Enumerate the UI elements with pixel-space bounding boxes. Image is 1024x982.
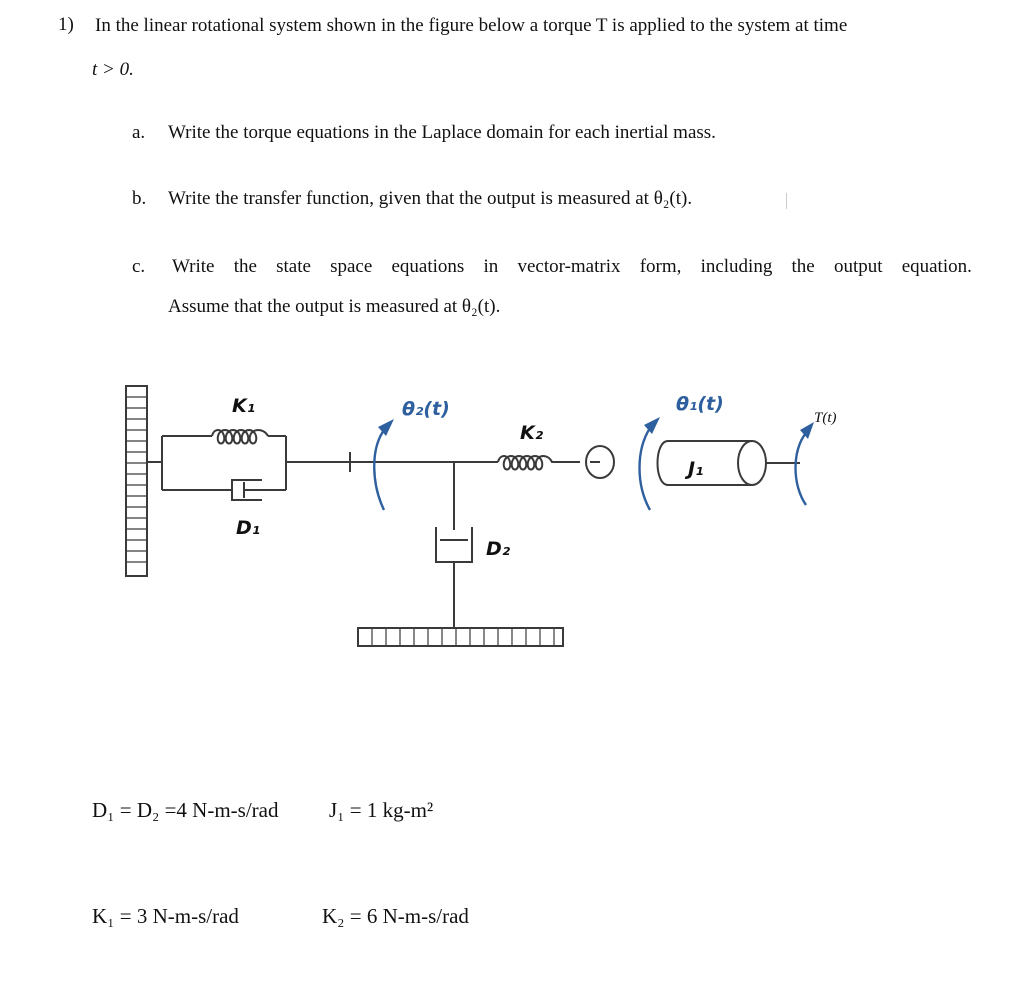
theta1-arrow-icon	[640, 428, 651, 510]
torque-arrow-icon	[796, 433, 807, 505]
question-stem-line1: In the linear rotational system shown in the figure below a torque T is applied to the system at time	[95, 15, 848, 36]
theta2-arrow-icon	[374, 430, 384, 510]
item-c-word: equations	[391, 256, 465, 277]
item-a-label: a.	[132, 122, 146, 143]
k2-label: K₂	[520, 422, 544, 444]
item-c-word: state	[276, 256, 311, 277]
item-a-text: Write the torque equations in the Laplace domain for each inertial mass.	[168, 122, 716, 143]
item-c-word: equation.	[901, 256, 972, 277]
theta1-label: θ₁(t)	[676, 393, 724, 415]
j1-label: J₁	[688, 458, 704, 480]
d1-label: D₁	[236, 517, 261, 539]
d2-damper	[436, 527, 472, 562]
k2-spring	[498, 456, 580, 470]
item-c-word: the	[791, 256, 815, 277]
item-c-word: including	[700, 256, 773, 277]
d2-label: D₂	[486, 538, 511, 560]
item-c-word: the	[233, 256, 257, 277]
k1-label: K₁	[232, 395, 256, 417]
torque-label: T(t)	[814, 410, 837, 426]
left-wall-hatching	[126, 397, 147, 562]
theta2-label: θ₂(t)	[402, 398, 450, 420]
param-k1: K₁ = 3 N-m-s/rad	[92, 904, 239, 928]
question-number: 1)	[58, 14, 74, 35]
item-c-word: space	[330, 256, 373, 277]
bottom-ground-hatching	[372, 628, 554, 646]
k1-spring	[212, 430, 268, 444]
param-inertia: J₁ = 1 kg-m²	[329, 798, 434, 822]
bottom-ground	[358, 628, 563, 646]
param-damping: D₁ = D₂ =4 N-m-s/rad	[92, 798, 279, 822]
item-b-label: b.	[132, 188, 147, 209]
item-c-word: vector-matrix	[517, 256, 621, 277]
item-c-word: output	[833, 256, 883, 277]
question-stem-line2: t > 0.	[92, 59, 134, 80]
item-c-word: Write	[172, 256, 215, 277]
item-c-word: in	[483, 256, 499, 277]
item-c-word: form,	[639, 256, 682, 277]
param-k2: K₂ = 6 N-m-s/rad	[322, 904, 469, 928]
item-c-text-line2: Assume that the output is measured at θ₂(t).	[168, 296, 501, 317]
item-b-text: Write the transfer function, given that the output is measured at θ₂(t).	[168, 188, 693, 209]
item-c-label: c.	[132, 256, 146, 277]
left-wall-ground	[126, 386, 147, 576]
